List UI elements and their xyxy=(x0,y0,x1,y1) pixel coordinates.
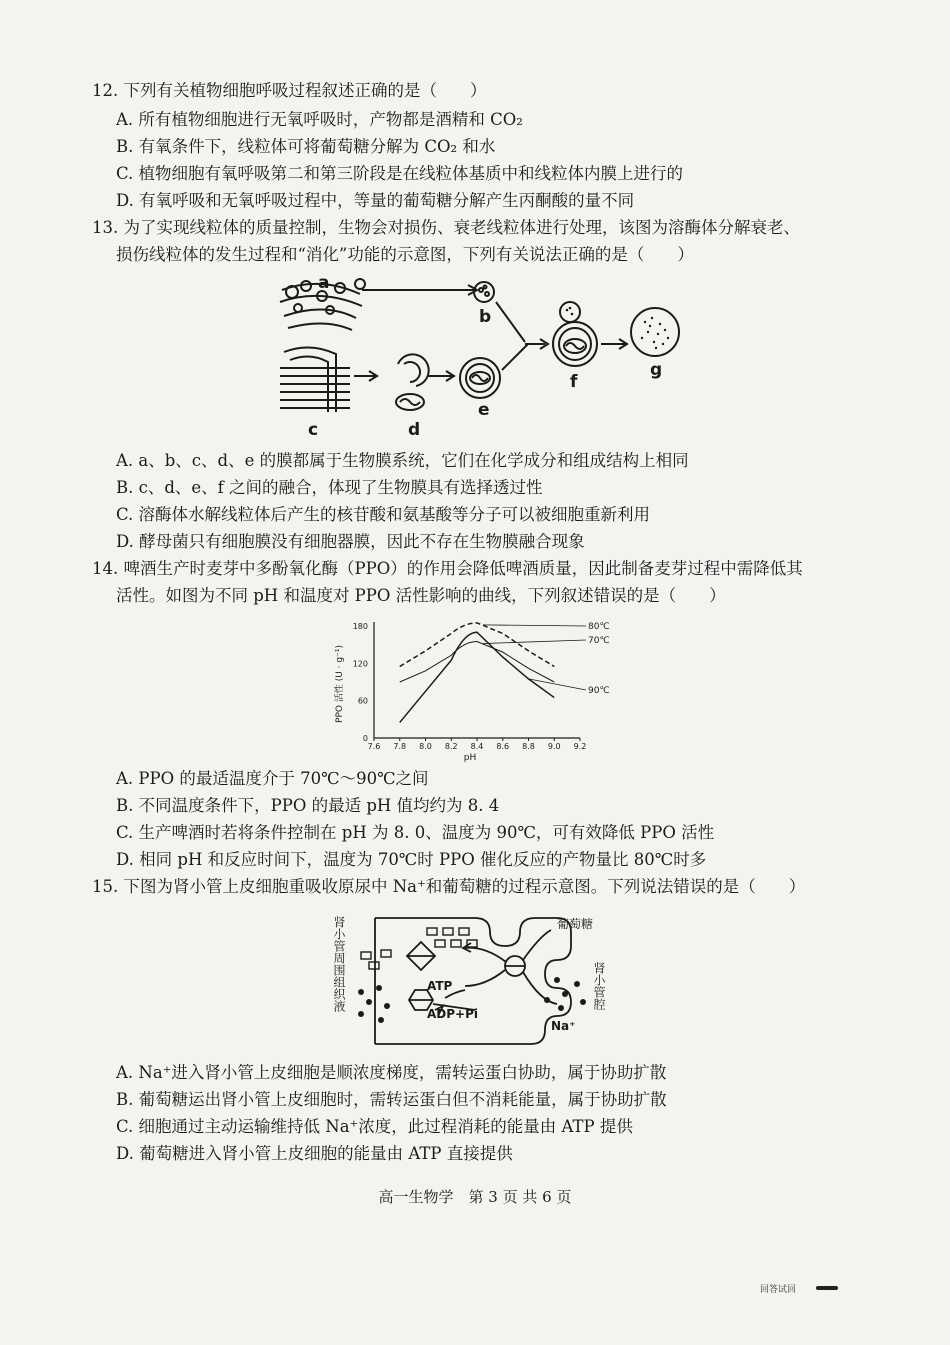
y-tick-label: 60 xyxy=(357,696,368,706)
q15-kidney-cell-diagram xyxy=(325,906,625,1054)
q13-option-b: B. c、d、e、f 之间的融合，体现了生物膜具有选择透过性 xyxy=(116,478,543,497)
q15-option-b: B. 葡萄糖运出肾小管上皮细胞时，需转运蛋白但不消耗能量，属于协助扩散 xyxy=(116,1090,667,1109)
x-tick-label: 8.0 xyxy=(419,742,432,751)
label-e: e xyxy=(478,400,490,420)
q15-option-c: C. 细胞通过主动运输维持低 Na⁺浓度，此过程消耗的能量由 ATP 提供 xyxy=(116,1117,633,1136)
right-region-label: 肾小管腔 xyxy=(592,962,606,1010)
y-tick-label: 180 xyxy=(352,622,368,631)
q14-option-c: C. 生产啤酒时若将条件控制在 pH 为 8. 0、温度为 90℃，可有效降低 PPO 活性 xyxy=(116,823,715,842)
q12-option-d: D. 有氧呼吸和无氧呼吸过程中，等量的葡萄糖分解产生丙酮酸的量不同 xyxy=(116,191,635,210)
q15-option-d: D. 葡萄糖进入肾小管上皮细胞的能量由 ATP 直接提供 xyxy=(116,1144,513,1163)
corner-bar xyxy=(816,1286,838,1290)
ppo-activity-chart xyxy=(330,612,620,764)
q14-option-d: D. 相同 pH 和反应时间下，温度为 70℃时 PPO 催化反应的产物量比 80℃时多 xyxy=(116,850,707,869)
x-tick-label: 7.8 xyxy=(393,742,407,751)
label-a: a xyxy=(318,273,330,293)
legend-label-2: 90℃ xyxy=(588,686,610,696)
q13-option-d: D. 酵母菌只有细胞膜没有细胞器膜，因此不存在生物膜融合现象 xyxy=(116,532,585,551)
glucose-label: 葡萄糖 xyxy=(557,917,594,931)
q12-option-a: A. 所有植物细胞进行无氧呼吸时，产物都是酒精和 CO₂ xyxy=(116,110,523,129)
label-b: b xyxy=(479,307,492,327)
q13-option-c: C. 溶酶体水解线粒体后产生的核苷酸和氨基酸等分子可以被细胞重新利用 xyxy=(116,505,651,524)
q15-stem: 15. 下图为肾小管上皮细胞重吸收原尿中 Na⁺和葡萄糖的过程示意图。下列说法错误的是（ ） xyxy=(92,877,806,896)
q12-option-c: C. 植物细胞有氧呼吸第二和第三阶段是在线粒体基质中和线粒体内膜上进行的 xyxy=(116,164,684,183)
chart-xlabel: pH xyxy=(463,753,477,763)
legend-leader-1 xyxy=(483,640,586,644)
series-line-2 xyxy=(400,632,555,722)
page-footer: 高一生物学 第 3 页 共 6 页 xyxy=(378,1188,572,1206)
label-d: d xyxy=(408,420,421,440)
q13-lysosome-diagram xyxy=(270,272,690,442)
x-tick-label: 9.2 xyxy=(573,742,587,751)
label-c: c xyxy=(308,420,319,440)
atp-label: ATP xyxy=(427,979,453,993)
y-tick-label: 0 xyxy=(362,734,368,743)
na-label: Na⁺ xyxy=(551,1019,576,1033)
x-tick-label: 9.0 xyxy=(547,742,561,751)
x-tick-label: 7.6 xyxy=(367,742,381,751)
corner-mark: 回答试回 xyxy=(760,1285,797,1295)
q13-stem-line1: 13. 为了实现线粒体的质量控制，生物会对损伤、衰老线粒体进行处理，该图为溶酶体分解衰老、 xyxy=(92,218,800,237)
x-tick-label: 8.4 xyxy=(470,742,484,751)
q12-stem: 12. 下列有关植物细胞呼吸过程叙述正确的是（ ） xyxy=(92,81,487,100)
q13-stem-line2: 损伤线粒体的发生过程和“消化”功能的示意图，下列有关说法正确的是（ ） xyxy=(116,245,694,264)
q12-option-b: B. 有氧条件下，线粒体可将葡萄糖分解为 CO₂ 和水 xyxy=(116,137,496,156)
legend-label-1: 70℃ xyxy=(588,636,610,646)
legend-label-0: 80℃ xyxy=(588,622,610,632)
label-f: f xyxy=(570,372,578,392)
x-tick-label: 8.6 xyxy=(496,742,510,751)
x-tick-label: 8.2 xyxy=(444,742,458,751)
q14-option-b: B. 不同温度条件下，PPO 的最适 pH 值均约为 8. 4 xyxy=(116,796,500,815)
label-g: g xyxy=(650,360,663,380)
x-tick-label: 8.8 xyxy=(522,742,535,751)
left-region-label: 肾小管周围组织液 xyxy=(332,916,346,1012)
y-tick-label: 120 xyxy=(352,659,368,669)
q14-stem-line1: 14. 啤酒生产时麦芽中多酚氧化酶（PPO）的作用会降低啤酒质量，因此制备麦芽过程中需降低其 xyxy=(92,559,803,578)
series-line-1 xyxy=(400,642,555,682)
q14-option-a: A. PPO 的最适温度介于 70℃～90℃之间 xyxy=(116,769,429,788)
q15-option-a: A. Na⁺进入肾小管上皮细胞是顺浓度梯度，需转运蛋白协助，属于协助扩散 xyxy=(116,1063,667,1082)
adp-label: ADP+Pi xyxy=(427,1007,479,1021)
series-line-0 xyxy=(400,623,555,667)
legend-leader-0 xyxy=(483,625,586,626)
q14-stem-line2: 活性。如图为不同 pH 和温度对 PPO 活性影响的曲线，下列叙述错误的是（ ） xyxy=(116,586,726,605)
chart-ylabel: PPO 活性 (U · g⁻¹) xyxy=(335,645,345,723)
q13-option-a: A. a、b、c、d、e 的膜都属于生物膜系统，它们在化学成分和组成结构上相同 xyxy=(116,451,689,470)
